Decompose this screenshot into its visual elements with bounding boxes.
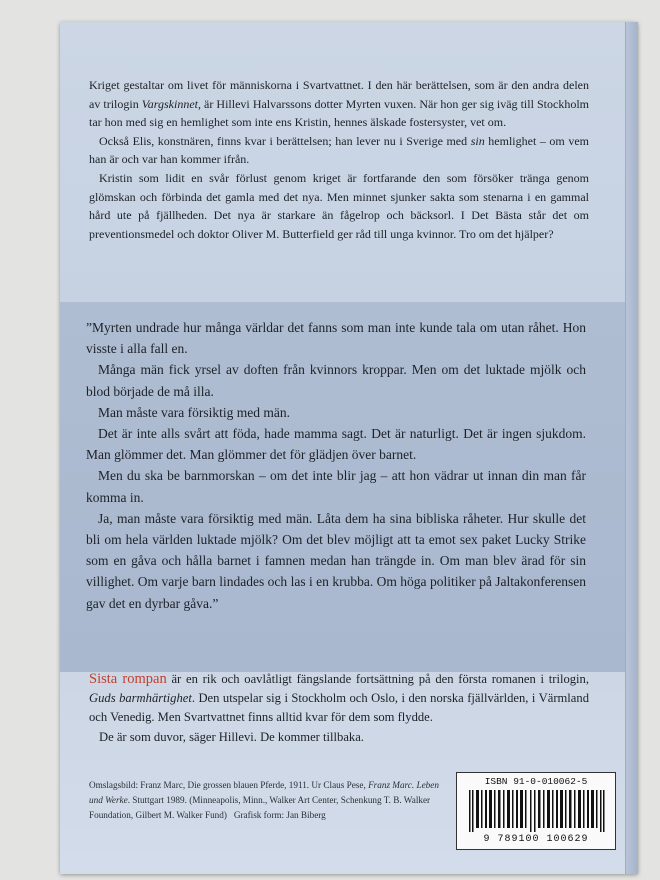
spine-edge xyxy=(625,22,638,874)
book-title: Sista rompan xyxy=(89,671,167,687)
isbn-number: ISBN 91-0-010062-5 xyxy=(484,776,588,787)
quote-paragraph: ”Myrten undrade hur många världar det fanns som man inte kunde tala om utan råhet. Hon visste i alla fall en. xyxy=(86,320,586,357)
quote-paragraph: Många män fick yrsel av doften från kvinnors kroppar. Men om det luktade mjölk och blod började de må illa. xyxy=(86,362,586,399)
blurb-text xyxy=(89,670,589,747)
excerpt-quote xyxy=(86,317,586,614)
book-back-cover xyxy=(60,22,638,874)
blurb-paragraph-1: Sista rompan är en rik och oavlåtligt fängslande fortsättning på den första romanen i trilogin, Guds barmhärtighet. Den utspelar sig i Stockholm och Oslo, i den norska fjällvärlden, i Värmland och Venedig. Men Svartvattnet finns alltid kvar för dem som flydde. xyxy=(89,671,589,725)
blurb-paragraph-2: De är som duvor, säger Hillevi. De kommer tillbaka. xyxy=(99,729,364,744)
barcode-icon xyxy=(467,790,607,832)
cover-credits: Omslagsbild: Franz Marc, Die grossen blauen Pferde, 1911. Ur Claus Pese, Franz Marc. Leben und Werke. Stuttgart 1989. (Minneapolis, Minn., Walker Art Center, Schenkung T. B. Walker Foundation, Gilbert M. Walker Fund) Grafisk form: Jan Biberg xyxy=(89,780,439,820)
intro-paragraph-2: Också Elis, konstnären, finns kvar i berättelsen; han lever nu i Sverige med sin hemlighet – om vem han är och var han kommer ifrån. xyxy=(89,133,589,167)
quote-paragraph: Man måste vara försiktig med män. xyxy=(98,404,290,420)
quote-paragraph: Ja, man måste vara försiktig med män. Låta dem ha sina bibliska råheter. Hur skulle det bli om hela världen luktade mjölk? Om det blev möjligt att ta emot sex paket Lucky Strike som en gåva och hålla barnet i famnen medan han trängde in. Om man blev ärad för sin villighet. Om varje barn lindades och las i en krubba. Om höga politiker på Jaltakonferensen gav det en dyrbar gåva.” xyxy=(86,510,586,611)
intro-text xyxy=(89,76,589,243)
quote-paragraph: Men du ska be barnmorskan – om det inte blir jag – att hon vädrar ut innan din man får komma in. xyxy=(86,468,586,505)
intro-paragraph-3: Kristin som lidit en svår förlust genom kriget är fortfarande den som försöker tränga genom glömskan och förbinda det gamla med det nya. Men minnet sjunker sakta som stenarna i en gammal hård ute på fjällheden. Det nya är starkare än fågelrop och bäcksorl. I Det Bästa står det om preventionsmedel och doktor Oliver M. Butterfield ger råd till unga kvinnor. Tro om det hjälper? xyxy=(89,170,589,241)
ean-number: 9 789100 100629 xyxy=(483,834,589,845)
quote-paragraph: Det är inte alls svårt att föda, hade mamma sagt. Det är naturligt. Det är ingen sjukdom. Man glömmer det. Man glömmer det för glädjen över barnet. xyxy=(86,426,586,463)
design-credit: Grafisk form: Jan Biberg xyxy=(233,810,326,820)
intro-paragraph-1: Kriget gestaltar om livet för människorna i Svartvattnet. I den här berättelsen, som är den andra delen av trilogin Vargskinnet, är Hillevi Halvarssons dotter Myrten vuxen. När hon ger sig iväg till Stockholm tar hon med sig en hemlighet som inte ens Kristin, hennes älskade fostersyster, vet om. xyxy=(89,78,589,130)
isbn-barcode xyxy=(456,772,616,850)
